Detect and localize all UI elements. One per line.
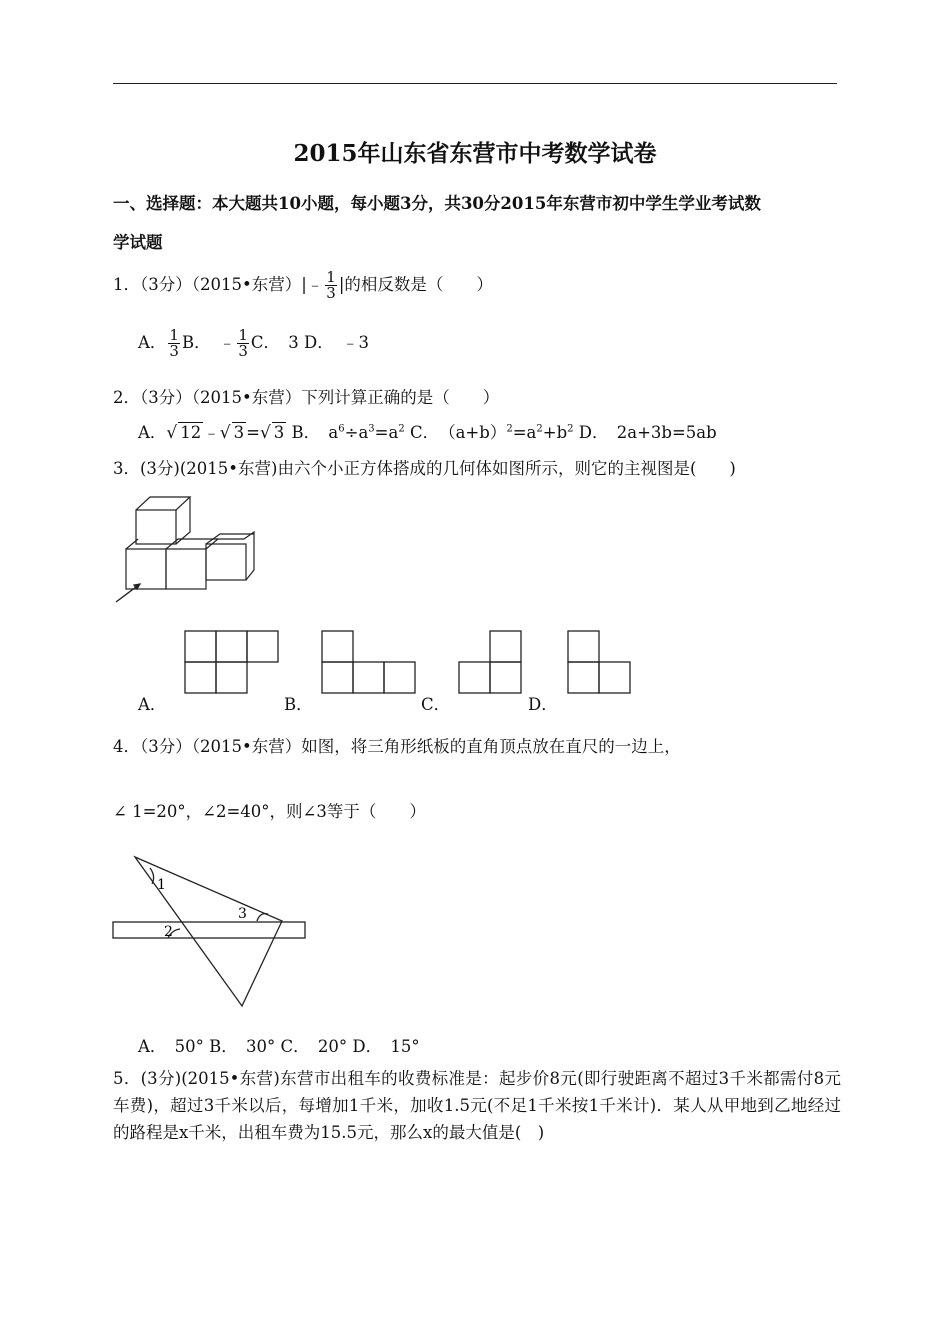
angle-label-1: 1 xyxy=(157,877,166,893)
q3-option-a-figure xyxy=(184,630,280,694)
angle-label-2: 2 xyxy=(164,924,173,940)
q1-suffix: |的相反数是（ ） xyxy=(338,275,493,294)
question-3: 3．(3分)(2015•东营)由六个小正方体搭成的几何体如图所示，则它的主视图是( ) xyxy=(113,459,736,478)
q4-triangle-ruler-figure xyxy=(112,852,308,1010)
q2-option-d: D． 2a+3b=5ab xyxy=(578,423,717,442)
question-5: 5．(3分)(2015•东营)东营市出租车的收费标准是：起步价8元(即行驶距离不超过3千米都需付8元车费)，超过3千米以后，每增加1千米，加收1.5元(不足1千米按1千米计)．某人从甲地到乙地经过的路程是x千米，出租车费为15.5元，那么x的最大值是( ) xyxy=(113,1069,841,1142)
q1-option-b: B． ﹣ xyxy=(181,333,236,352)
q1-option-b-fraction: $\frac{1}{3}$ xyxy=(238,326,248,360)
q3-cube-figure xyxy=(114,494,259,606)
q2-option-c: C． $(a+b)^2=a^2+b^2$ xyxy=(409,423,574,442)
q2-radicand-2: 3 xyxy=(233,423,245,442)
q2-options: A．√ 12 ﹣√ 3 =√ 3 B． $a^6\div a^3=a^2$ C． $(a+b)^2=a^2+b^2$ D． 2a+3b=5ab xyxy=(138,423,717,443)
page-title: 2015年山东省东营市中考数学试卷 xyxy=(293,140,657,167)
question-4: 4．（3分）（2015•东营）如图，将三角形纸板的直角顶点放在直尺的一边上， xyxy=(113,737,681,756)
q4-options: A． 50° B． 30° C． 20° D． 15° xyxy=(138,1037,420,1056)
q3-option-d: D． xyxy=(528,695,558,714)
q3-option-a: A． xyxy=(138,695,167,714)
q2-option-b: B． $a^6\div a^3=a^2$ xyxy=(291,423,405,442)
q2-radicand-3: 3 xyxy=(273,423,285,442)
q1-options xyxy=(138,328,369,359)
q1-option-c: C． 3 xyxy=(250,333,299,352)
q1-fraction: $\frac{1}{3}$ xyxy=(326,268,336,302)
question-1 xyxy=(113,270,493,301)
section-heading-cont: 学试题 xyxy=(113,233,163,252)
q3-option-b-figure xyxy=(321,630,417,694)
question-4-cont: ∠ 1=20°，∠2=40°，则∠3等于（ ） xyxy=(113,802,426,821)
sqrt-icon: √ xyxy=(166,423,178,443)
q3-option-c: C． xyxy=(421,695,451,714)
q3-option-d-figure xyxy=(567,630,633,694)
sqrt-icon: √ xyxy=(259,423,271,443)
q1-option-d: D． ﹣3 xyxy=(304,333,370,352)
q2-radicand-1: 12 xyxy=(180,423,202,442)
q1-option-a-fraction: $\frac{1}{3}$ xyxy=(169,326,179,360)
sqrt-icon: √ xyxy=(219,423,231,443)
q3-option-b: B． xyxy=(284,695,313,714)
header-rule xyxy=(113,83,837,84)
q2-option-a-label: A． xyxy=(138,423,167,442)
q3-option-c-figure xyxy=(458,630,524,694)
q1-prefix: 1．（3分）（2015•东营）|﹣ xyxy=(113,275,324,294)
question-2: 2．（3分）（2015•东营）下列计算正确的是（ ） xyxy=(113,388,500,407)
section-heading: 一、选择题：本大题共10小题，每小题3分，共30分2015年东营市初中学生学业考试数 xyxy=(113,194,761,213)
q1-option-a: A． xyxy=(138,333,167,352)
angle-label-3: 3 xyxy=(238,906,247,922)
